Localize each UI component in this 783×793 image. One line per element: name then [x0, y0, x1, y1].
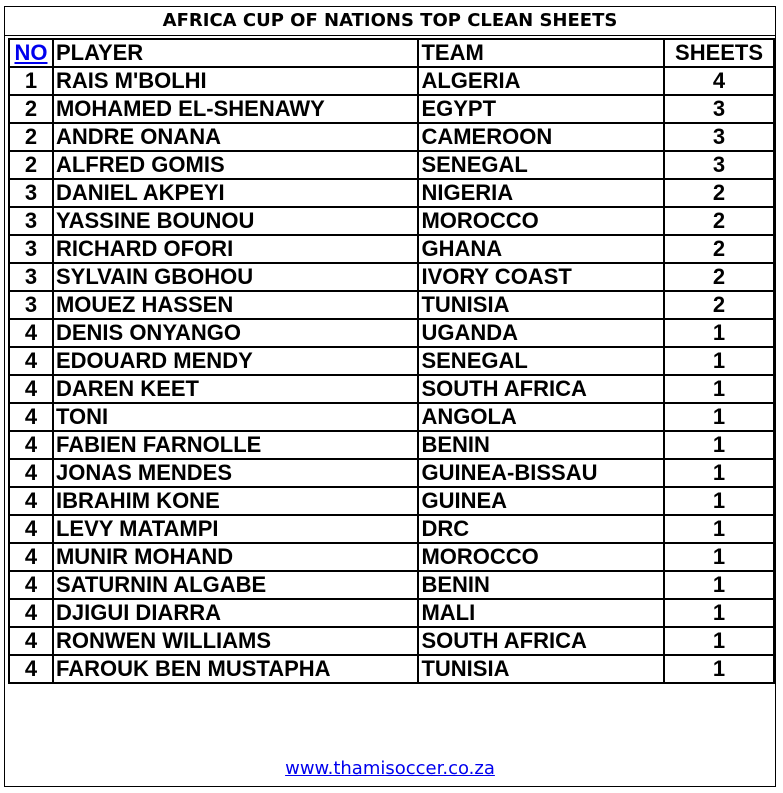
cell-team: SOUTH AFRICA — [418, 375, 664, 403]
cell-sheets: 2 — [664, 235, 774, 263]
cell-team: GUINEA — [418, 487, 664, 515]
cell-sheets: 4 — [664, 67, 774, 95]
table-row — [9, 123, 774, 151]
cell-player: DENIS ONYANGO — [53, 319, 418, 347]
cell-sheets: 1 — [664, 487, 774, 515]
cell-player: RICHARD OFORI — [53, 235, 418, 263]
cell-rank: 4 — [9, 571, 53, 599]
cell-team: SENEGAL — [418, 347, 664, 375]
clean-sheets-table — [8, 38, 775, 684]
cell-player: TONI — [53, 403, 418, 431]
cell-player: ANDRE ONANA — [53, 123, 418, 151]
table-row — [9, 319, 774, 347]
cell-sheets: 1 — [664, 347, 774, 375]
table-body — [9, 67, 774, 683]
cell-rank: 4 — [9, 347, 53, 375]
cell-sheets: 1 — [664, 319, 774, 347]
table-row — [9, 487, 774, 515]
table-row — [9, 515, 774, 543]
header-row — [9, 39, 774, 67]
cell-team: TUNISIA — [418, 291, 664, 319]
cell-rank: 3 — [9, 263, 53, 291]
cell-team: BENIN — [418, 571, 664, 599]
cell-sheets: 3 — [664, 151, 774, 179]
table-row — [9, 291, 774, 319]
cell-sheets: 3 — [664, 95, 774, 123]
cell-player: LEVY MATAMPI — [53, 515, 418, 543]
cell-sheets: 1 — [664, 403, 774, 431]
cell-team: BENIN — [418, 431, 664, 459]
cell-player: DJIGUI DIARRA — [53, 599, 418, 627]
cell-team: SENEGAL — [418, 151, 664, 179]
table-row — [9, 627, 774, 655]
cell-player: JONAS MENDES — [53, 459, 418, 487]
cell-player: DANIEL AKPEYI — [53, 179, 418, 207]
cell-sheets: 1 — [664, 459, 774, 487]
cell-sheets: 1 — [664, 515, 774, 543]
cell-team: SOUTH AFRICA — [418, 627, 664, 655]
cell-rank: 4 — [9, 319, 53, 347]
cell-sheets: 1 — [664, 655, 774, 683]
cell-rank: 4 — [9, 599, 53, 627]
cell-team: DRC — [418, 515, 664, 543]
table-row — [9, 599, 774, 627]
footer — [5, 754, 775, 786]
cell-rank: 2 — [9, 123, 53, 151]
cell-rank: 3 — [9, 179, 53, 207]
cell-rank: 2 — [9, 151, 53, 179]
cell-sheets: 1 — [664, 627, 774, 655]
cell-rank: 2 — [9, 95, 53, 123]
cell-rank: 4 — [9, 431, 53, 459]
cell-team: TUNISIA — [418, 655, 664, 683]
cell-rank: 4 — [9, 543, 53, 571]
cell-player: MOHAMED EL-SHENAWY — [53, 95, 418, 123]
table-title: AFRICA CUP OF NATIONS TOP CLEAN SHEETS — [5, 7, 775, 36]
sort-no-link[interactable]: NO — [14, 40, 48, 65]
column-header-player: PLAYER — [53, 39, 418, 67]
cell-sheets: 2 — [664, 263, 774, 291]
table-row — [9, 151, 774, 179]
table-row — [9, 95, 774, 123]
cell-sheets: 3 — [664, 123, 774, 151]
cell-sheets: 1 — [664, 571, 774, 599]
cell-player: SYLVAIN GBOHOU — [53, 263, 418, 291]
cell-player: FABIEN FARNOLLE — [53, 431, 418, 459]
table-row — [9, 235, 774, 263]
cell-rank: 4 — [9, 375, 53, 403]
table-row — [9, 543, 774, 571]
cell-team: ALGERIA — [418, 67, 664, 95]
cell-player: MUNIR MOHAND — [53, 543, 418, 571]
cell-rank: 3 — [9, 207, 53, 235]
cell-rank: 4 — [9, 459, 53, 487]
cell-player: RAIS M'BOLHI — [53, 67, 418, 95]
cell-team: MOROCCO — [418, 543, 664, 571]
table-row — [9, 67, 774, 95]
column-header-sheets: SHEETS — [664, 39, 774, 67]
table-row — [9, 655, 774, 683]
cell-team: CAMEROON — [418, 123, 664, 151]
cell-sheets: 2 — [664, 179, 774, 207]
cell-sheets: 1 — [664, 375, 774, 403]
table-row — [9, 431, 774, 459]
cell-team: IVORY COAST — [418, 263, 664, 291]
table-row — [9, 179, 774, 207]
cell-rank: 4 — [9, 627, 53, 655]
table-row — [9, 403, 774, 431]
website-link[interactable]: www.thamisoccer.co.za — [285, 758, 495, 779]
clean-sheets-document — [4, 6, 776, 787]
cell-sheets: 1 — [664, 599, 774, 627]
cell-team: EGYPT — [418, 95, 664, 123]
cell-sheets: 1 — [664, 543, 774, 571]
cell-rank: 4 — [9, 403, 53, 431]
column-header-no[interactable] — [9, 39, 53, 67]
cell-player: EDOUARD MENDY — [53, 347, 418, 375]
cell-team: NIGERIA — [418, 179, 664, 207]
cell-team: UGANDA — [418, 319, 664, 347]
table-row — [9, 459, 774, 487]
cell-team: GUINEA-BISSAU — [418, 459, 664, 487]
cell-rank: 3 — [9, 291, 53, 319]
cell-sheets: 2 — [664, 291, 774, 319]
cell-sheets: 2 — [664, 207, 774, 235]
cell-player: ALFRED GOMIS — [53, 151, 418, 179]
cell-rank: 3 — [9, 235, 53, 263]
table-row — [9, 263, 774, 291]
cell-player: SATURNIN ALGABE — [53, 571, 418, 599]
table-row — [9, 571, 774, 599]
column-header-team: TEAM — [418, 39, 664, 67]
cell-player: RONWEN WILLIAMS — [53, 627, 418, 655]
table-row — [9, 347, 774, 375]
cell-rank: 4 — [9, 655, 53, 683]
cell-sheets: 1 — [664, 431, 774, 459]
cell-rank: 1 — [9, 67, 53, 95]
cell-rank: 4 — [9, 487, 53, 515]
table-row — [9, 207, 774, 235]
cell-team: ANGOLA — [418, 403, 664, 431]
cell-team: MOROCCO — [418, 207, 664, 235]
cell-rank: 4 — [9, 515, 53, 543]
cell-player: DAREN KEET — [53, 375, 418, 403]
cell-player: FAROUK BEN MUSTAPHA — [53, 655, 418, 683]
table-row — [9, 375, 774, 403]
cell-team: GHANA — [418, 235, 664, 263]
cell-player: IBRAHIM KONE — [53, 487, 418, 515]
cell-team: MALI — [418, 599, 664, 627]
cell-player: MOUEZ HASSEN — [53, 291, 418, 319]
cell-player: YASSINE BOUNOU — [53, 207, 418, 235]
